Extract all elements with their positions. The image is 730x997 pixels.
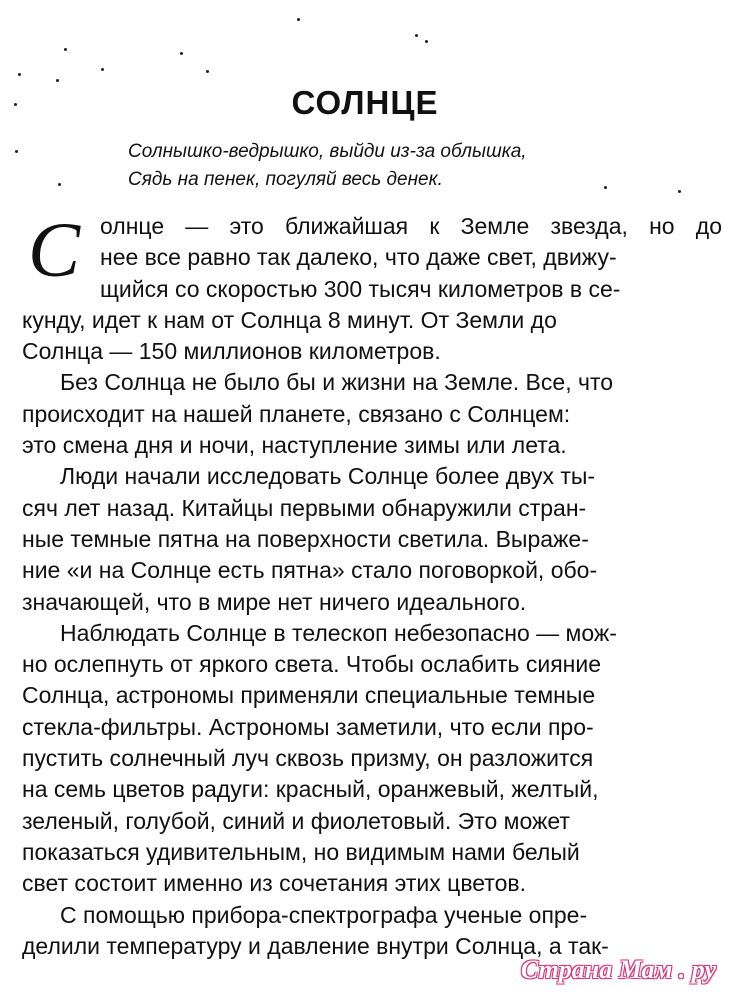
text-line: сяч лет назад. Китайцы первыми обнаружили стран- (22, 494, 587, 521)
epigraph (128, 138, 688, 194)
text-line: значающей, что в мире нет ничего идеального. (22, 588, 527, 615)
star-speck (425, 40, 428, 43)
text-line: олнце — это ближайшая к Земле звезда, но до (100, 213, 722, 239)
star-speck (58, 183, 61, 186)
text-line: стекла-фильтры. Астрономы заметили, что если про- (22, 713, 594, 740)
text-line: Без Солнца не было бы и жизни на Земле. Все, что (60, 369, 614, 396)
text-line: Солнца — 150 миллионов километров. (22, 338, 441, 365)
epigraph-line: Сядь на пенек, погуляй весь денек. (128, 169, 443, 190)
page-title: СОЛНЦЕ (291, 84, 439, 121)
text-line: ние «и на Солнце есть пятна» стало поговоркой, обо- (22, 557, 598, 584)
text-line: нее все равно так далеко, что даже свет, движу- (100, 244, 617, 271)
text-line: это смена дня и ночи, наступление зимы или лета. (22, 432, 567, 459)
text-line: Люди начали исследовать Солнце более двух ты- (60, 463, 596, 490)
text-line: щийся со скоростью 300 тысяч километров в се- (100, 275, 621, 302)
star-speck (18, 73, 21, 76)
star-speck (56, 79, 59, 82)
text-line: делили температуру и давление внутри Солнца, а так- (22, 932, 609, 959)
text-line: С помощью прибора-спектрографа ученые опре- (60, 901, 588, 928)
article-body (22, 206, 722, 962)
text-line: ные темные пятна на поверхности светила. Выраже- (22, 525, 589, 552)
text-line: на семь цветов радуги: красный, оранжевый, желтый, (22, 776, 599, 803)
text-line: происходит на нашей планете, связано с Солнцем: (22, 400, 571, 427)
star-speck (15, 150, 18, 153)
watermark-logo: Страна Мам . ру (520, 955, 716, 984)
star-speck (415, 34, 418, 37)
text-line: но ослепнуть от яркого света. Чтобы ослабить сияние (22, 651, 601, 678)
star-speck (297, 18, 300, 21)
text-line: Солнца, астрономы применяли специальные темные (22, 682, 596, 709)
text-line: показаться удивительным, но видимым нами белый (22, 838, 580, 865)
star-speck (101, 68, 104, 71)
text-line: кунду, идет к нам от Солнца 8 минут. От Земли до (22, 306, 557, 333)
text-line: пустить солнечный луч сквозь призму, он разложится (22, 745, 594, 772)
text-line: Наблюдать Солнце в телескоп небезопасно — мож- (60, 619, 617, 646)
text-line: свет состоит именно из сочетания этих цветов. (22, 870, 526, 897)
star-speck (180, 52, 183, 55)
star-speck (64, 48, 67, 51)
text-line: зеленый, голубой, синий и фиолетовый. Это может (22, 807, 570, 834)
drop-cap: С (28, 206, 81, 293)
star-speck (206, 70, 209, 73)
epigraph-line: Солнышко-ведрышко, выйди из-за облышка, (128, 141, 527, 162)
